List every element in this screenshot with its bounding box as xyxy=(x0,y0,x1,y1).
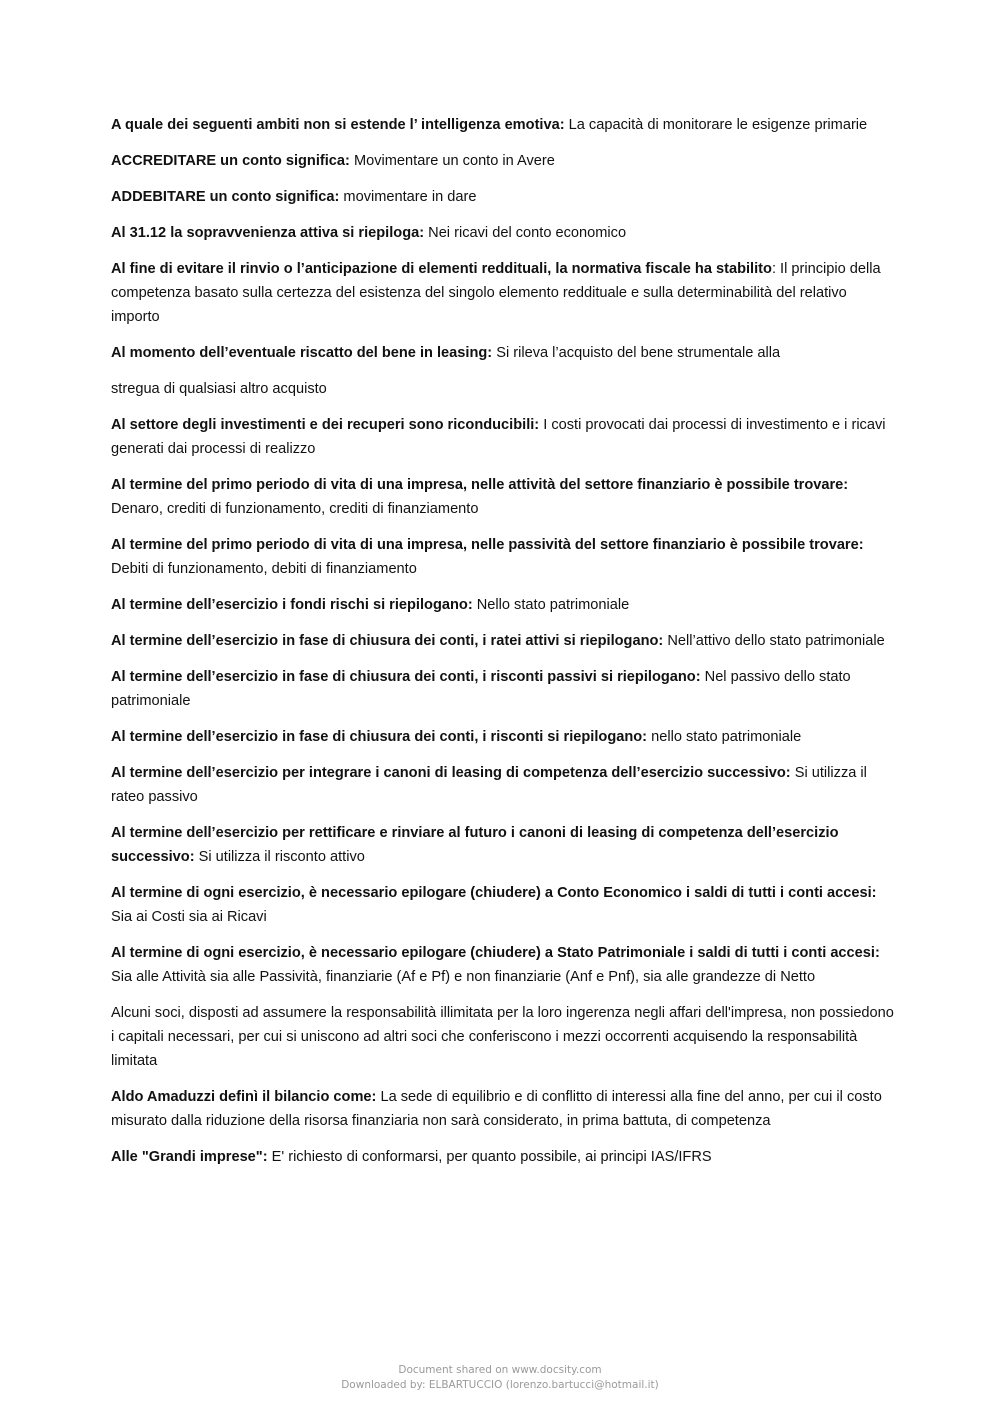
question-text: Al termine di ogni esercizio, è necessario epilogare (chiudere) a Conto Economico i saldi di tutti i conti accesi: xyxy=(111,885,877,901)
question-text: Al momento dell’eventuale riscatto del bene in leasing: xyxy=(111,345,493,361)
qa-entry xyxy=(111,665,897,713)
qa-entry xyxy=(111,821,897,869)
answer-text: Movimentare un conto in Avere xyxy=(349,153,555,169)
answer-text: : Il principio della competenza basato sulla certezza del esistenza del singolo elemento reddituale e sulla determinabilità del relativo importo xyxy=(111,261,881,325)
question-text: Alle "Grandi imprese": xyxy=(111,1149,268,1165)
question-text: Al termine dell’esercizio in fase di chiusura dei conti, i ratei attivi si riepilogano: xyxy=(111,633,664,649)
qa-entry xyxy=(111,725,897,749)
qa-entry xyxy=(111,149,897,173)
qa-entry xyxy=(111,533,897,581)
question-text: A quale dei seguenti ambiti non si estende l’ intelligenza emotiva: xyxy=(111,117,565,133)
question-text: Al termine dell’esercizio per integrare i canoni di leasing di competenza dell’esercizio successivo: xyxy=(111,765,791,781)
answer-text: Si rileva l’acquisto del bene strumentale alla xyxy=(492,345,781,361)
answer-text: Sia ai Costi sia ai Ricavi xyxy=(111,909,267,925)
answer-text: Nel passivo dello stato patrimoniale xyxy=(111,669,851,709)
answer-text: movimentare in dare xyxy=(339,189,477,205)
qa-entry xyxy=(111,941,897,989)
qa-entry xyxy=(111,473,897,521)
qa-entry xyxy=(111,377,897,401)
question-text: Al termine dell’esercizio per rettificare e rinviare al futuro i canoni di leasing di competenza dell’esercizio successivo: xyxy=(111,825,839,865)
footer-shared-notice: Document shared on www.docsity.com xyxy=(398,1364,602,1376)
answer-text: Debiti di funzionamento, debiti di finanziamento xyxy=(111,561,417,577)
question-text: Al termine dell’esercizio i fondi rischi si riepilogano: xyxy=(111,597,473,613)
qa-entry xyxy=(111,341,897,365)
answer-text: Alcuni soci, disposti ad assumere la responsabilità illimitata per la loro ingerenza negli affari dell'impresa, non possiedono i capitali necessari, per cui si uniscono ad altri soci che conferiscono i mezzi occorrenti acquisendo la responsabilità limitata xyxy=(111,1005,894,1069)
question-text: ADDEBITARE un conto significa: xyxy=(111,189,340,205)
footer-download-notice: Downloaded by: ELBARTUCCIO (lorenzo.bartucci@hotmail.it) xyxy=(341,1379,659,1391)
document-body xyxy=(111,113,897,1181)
answer-text: Si utilizza il rateo passivo xyxy=(111,765,867,805)
qa-entry xyxy=(111,221,897,245)
qa-entry xyxy=(111,1145,897,1169)
question-text: Al 31.12 la sopravvenienza attiva si riepiloga: xyxy=(111,225,425,241)
answer-text: E' richiesto di conformarsi, per quanto possibile, ai principi IAS/IFRS xyxy=(267,1149,712,1165)
qa-entry xyxy=(111,1001,897,1073)
question-text: Al fine di evitare il rinvio o l’anticipazione di elementi reddituali, la normativa fiscale ha stabilito xyxy=(111,261,772,277)
question-text: Al termine dell’esercizio in fase di chiusura dei conti, i risconti passivi si riepilogano: xyxy=(111,669,701,685)
qa-entry xyxy=(111,761,897,809)
qa-entry xyxy=(111,881,897,929)
answer-text: Nello stato patrimoniale xyxy=(472,597,630,613)
qa-entry xyxy=(111,113,897,137)
answer-text: La sede di equilibrio e di conflitto di interessi alla fine del anno, per cui il costo misurato dalla riduzione della risorsa finanziaria non sarà considerato, in prima battuta, di competenza xyxy=(111,1089,882,1129)
answer-text: Denaro, crediti di funzionamento, crediti di finanziamento xyxy=(111,501,479,517)
question-text: ACCREDITARE un conto significa: xyxy=(111,153,350,169)
qa-entry xyxy=(111,629,897,653)
answer-text: Nell’attivo dello stato patrimoniale xyxy=(663,633,885,649)
answer-text: Si utilizza il risconto attivo xyxy=(194,849,365,865)
answer-text: nello stato patrimoniale xyxy=(647,729,802,745)
question-text: Al settore degli investimenti e dei recuperi sono riconducibili: xyxy=(111,417,540,433)
answer-text: La capacità di monitorare le esigenze primarie xyxy=(564,117,868,133)
question-text: Al termine di ogni esercizio, è necessario epilogare (chiudere) a Stato Patrimoniale i saldi di tutti i conti accesi: xyxy=(111,945,880,961)
answer-text: stregua di qualsiasi altro acquisto xyxy=(111,381,327,397)
question-text: Al termine del primo periodo di vita di una impresa, nelle passività del settore finanziario è possibile trovare: xyxy=(111,537,864,553)
answer-text: I costi provocati dai processi di investimento e i ricavi generati dai processi di realizzo xyxy=(111,417,886,457)
qa-entry xyxy=(111,1085,897,1133)
qa-entry xyxy=(111,185,897,209)
question-text: Al termine dell’esercizio in fase di chiusura dei conti, i risconti si riepilogano: xyxy=(111,729,648,745)
qa-entry xyxy=(111,413,897,461)
qa-entry xyxy=(111,593,897,617)
question-text: Al termine del primo periodo di vita di una impresa, nelle attività del settore finanziario è possibile trovare: xyxy=(111,477,849,493)
answer-text: Sia alle Attività sia alle Passività, finanziarie (Af e Pf) e non finanziarie (Anf e Pnf), sia alle grandezze di Netto xyxy=(111,969,816,985)
document-footer xyxy=(0,1363,1000,1393)
qa-entry xyxy=(111,257,897,329)
answer-text: Nei ricavi del conto economico xyxy=(424,225,627,241)
question-text: Aldo Amaduzzi definì il bilancio come: xyxy=(111,1089,377,1105)
